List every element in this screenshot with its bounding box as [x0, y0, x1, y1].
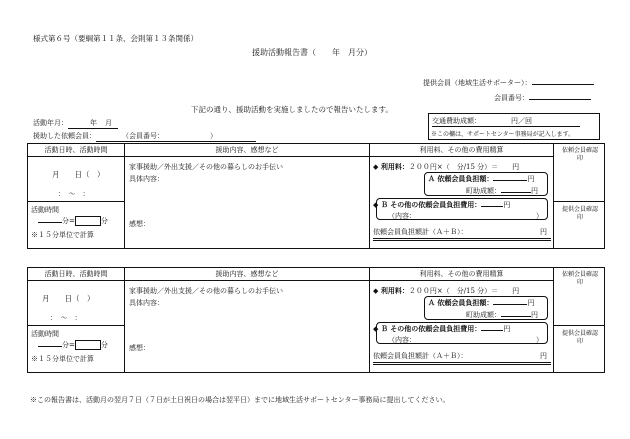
duration-cell[interactable] [28, 326, 125, 373]
client-row [33, 131, 256, 142]
subsidy-row[interactable]: 町助成額： 円 [466, 311, 538, 319]
b-row[interactable]: ◆ Ｂ その他の依頼会員負担費用： 円 [373, 324, 511, 333]
report-table-2 [27, 267, 605, 373]
minute-row[interactable]: 分= 分 [38, 216, 108, 226]
impression-label: 感想： [129, 220, 150, 228]
b-inner[interactable]: （内容： ） [388, 212, 543, 220]
subsidy-row[interactable]: 町助成額： 円 [466, 187, 538, 195]
a-row[interactable]: Ａ 依頼会員負担額： 円 [428, 174, 535, 183]
provider-seal-label: 提供会員確認印 [561, 330, 598, 345]
form-number: 様式第６号（要綱第１１条、会則第１３条関係） [33, 34, 198, 43]
transport-box [428, 113, 600, 140]
header-content: 援助内容、感想など [125, 268, 370, 281]
content-label: 具体内容： [129, 299, 164, 307]
duration-cell[interactable] [28, 202, 125, 249]
transport-note: ※この欄は、サポートセンター事務局が記入します。 [431, 131, 575, 138]
header-fee: 利用料、その他の費用精算 [370, 144, 554, 157]
time-text: ： 〜 ： [58, 190, 90, 198]
client-seal-label: 依頼会員確認印 [561, 147, 598, 162]
fee-cell [370, 157, 554, 249]
provider-member-label: 提供会員（地域生活サポーター）： [423, 79, 532, 87]
activity-month-label: 活動年月： [33, 119, 68, 127]
activity-month-field[interactable]: 年 月 [68, 118, 118, 129]
report-table-1 [27, 143, 605, 249]
duration-label: 活動時間 [31, 206, 59, 214]
duration-label: 活動時間 [31, 330, 59, 338]
date-text: 月 日（ ） [52, 170, 105, 179]
fee-row: ◆ 利用料：２００円×（ 分/15 分）＝ 円 [373, 162, 520, 171]
content-cell[interactable] [125, 281, 370, 373]
total-row[interactable]: 依頼会員負担額計（Ａ＋Ｂ）： 円 [373, 351, 551, 365]
client-seal-cell[interactable] [554, 268, 605, 326]
fee-cell [370, 281, 554, 373]
total-row[interactable]: 依頼会員負担額計（Ａ＋Ｂ）： 円 [373, 227, 551, 241]
fee-row: ◆ 利用料：２００円×（ 分/15 分）＝ 円 [373, 286, 520, 295]
date-cell[interactable] [28, 281, 125, 326]
unit-note: ※１５分単位で計算 [31, 355, 94, 363]
client-seal-label: 依頼会員確認印 [561, 271, 598, 286]
header-datetime: 活動日時、活動時間 [28, 144, 125, 157]
b-row[interactable]: ◆ Ｂ その他の依頼会員負担費用： 円 [373, 200, 511, 209]
provider-member-row [423, 77, 594, 88]
header-content: 援助内容、感想など [125, 144, 370, 157]
provider-member-field[interactable] [532, 77, 594, 85]
content-type: 家事援助／外出支援／その他の暮らしのお手伝い [129, 163, 283, 171]
client-field[interactable]: （会員番号： ） [96, 131, 256, 142]
provider-seal-cell[interactable] [554, 202, 605, 249]
a-row[interactable]: Ａ 依頼会員負担額： 円 [428, 298, 535, 307]
content-type: 家事援助／外出支援／その他の暮らしのお手伝い [129, 287, 283, 295]
provider-number-row [494, 92, 591, 103]
unit-note: ※１５分単位で計算 [31, 231, 94, 239]
page-title: 援助活動報告書（ 年 月分） [252, 48, 372, 57]
provider-number-label: 会員番号： [494, 94, 529, 102]
content-label: 具体内容： [129, 175, 164, 183]
provider-seal-label: 提供会員確認印 [561, 206, 598, 221]
date-text: 月 日（ ） [42, 294, 95, 303]
b-inner[interactable]: （内容： ） [388, 336, 543, 344]
client-label: 援助した依頼会員： [33, 132, 96, 140]
transport-unit: 円／回 [511, 117, 532, 125]
header-fee: 利用料、その他の費用精算 [370, 268, 554, 281]
date-cell[interactable] [28, 157, 125, 202]
header-datetime: 活動日時、活動時間 [28, 268, 125, 281]
impression-label: 感想： [129, 344, 150, 352]
time-text: ： 〜 ： [50, 314, 82, 322]
minute-row[interactable]: 分= 分 [38, 340, 108, 350]
provider-seal-cell[interactable] [554, 326, 605, 373]
client-seal-cell[interactable] [554, 144, 605, 202]
intro-text: 下記の通り、援助活動を実施しましたので報告いたします。 [191, 105, 393, 114]
footer-note: ※この報告書は、活動月の翌月７日（７日が土日祝日の場合は翌平日）までに地域生活サポートセンター事務局に提出してください。 [30, 396, 450, 404]
content-cell[interactable] [125, 157, 370, 249]
provider-number-field[interactable] [529, 92, 591, 100]
activity-month-row [33, 118, 118, 129]
transport-label: 交通費助成額： [432, 117, 481, 125]
transport-row [432, 116, 580, 127]
